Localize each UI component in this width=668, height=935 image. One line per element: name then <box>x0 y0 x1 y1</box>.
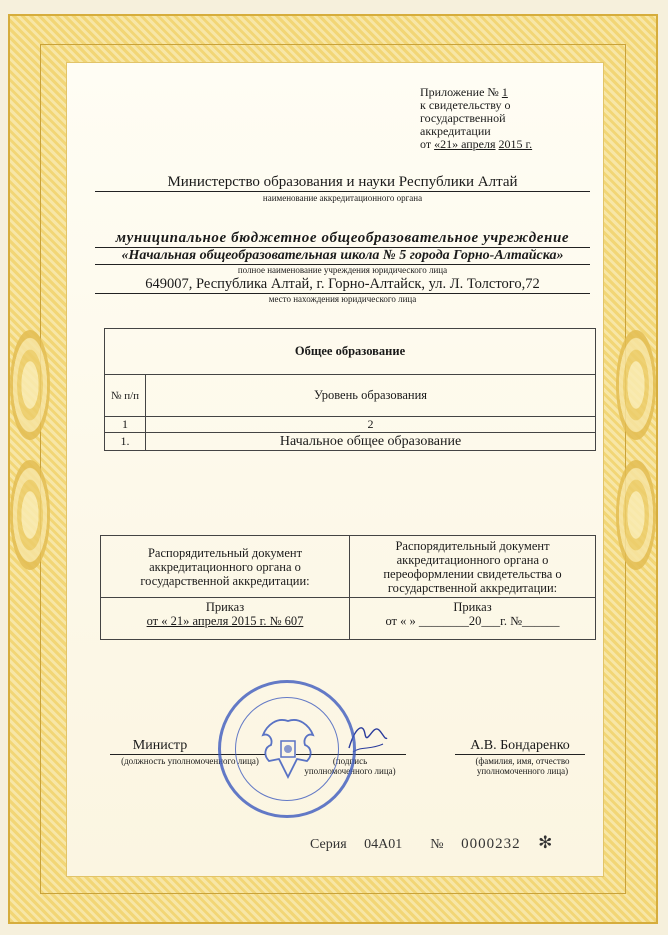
series-label: Серия <box>310 837 347 852</box>
annex-number: 1 <box>501 85 508 99</box>
address-text: 649007, Республика Алтай, г. Горно-Алтайск, ул. Л. Толстого,72 <box>95 276 590 294</box>
col-level-header: Уровень образования <box>146 375 596 417</box>
annex-line: государственной <box>420 111 506 125</box>
name-caption: (фамилия, имя, отчество уполномоченного лица) <box>475 756 570 776</box>
row-level: Начальное общее образование <box>146 433 596 451</box>
index-cell: 1 <box>105 417 146 433</box>
left-order-cell <box>101 598 350 640</box>
document-table <box>100 535 596 640</box>
right-doc-header: Распорядительный документ аккредитационного органа о переоформлении свидетельства о государственной аккредитации: <box>350 536 596 598</box>
number-label: № <box>430 837 444 852</box>
right-order-value: от « » ________20___г. №______ <box>385 614 560 628</box>
annex-line: к свидетельству о <box>420 98 511 112</box>
left-ornament <box>10 460 50 570</box>
organization-caption: полное наименование учреждения юридического лица <box>237 265 448 275</box>
right-ornament <box>616 460 656 570</box>
annex-date: «21» апреля <box>434 137 496 151</box>
organization-type: муниципальное бюджетное общеобразовательное учреждение <box>95 230 590 248</box>
annex-year: 2015 г. <box>498 137 533 151</box>
education-table-title: Общее образование <box>105 329 596 375</box>
col-num-header: № п/п <box>105 375 146 417</box>
series-value: 04А01 <box>364 837 403 852</box>
official-stamp <box>218 680 356 818</box>
education-table <box>104 328 596 451</box>
signer-name: А.В. Бондаренко <box>470 738 570 753</box>
table-row <box>105 433 596 451</box>
row-num: 1. <box>105 433 146 451</box>
left-order-label: Приказ <box>205 600 245 614</box>
left-doc-header: Распорядительный документ аккредитационного органа о государственной аккредитации: <box>101 536 350 598</box>
position-caption: (должность уполномоченного лица) <box>121 756 259 766</box>
ministry-name: Министерство образования и науки Республики Алтай <box>95 174 590 192</box>
coat-of-arms-icon <box>255 715 321 785</box>
left-ornament <box>10 330 50 440</box>
annex-block: Приложение № 1 к свидетельству о государственной аккредитации от «21» апреля 2015 г. <box>420 85 533 151</box>
signature-caption: (подпись уполномоченного лица) <box>304 756 396 776</box>
right-ornament <box>616 330 656 440</box>
right-order-cell <box>350 598 596 640</box>
left-order-value: от « 21» апреля 2015 г. № 607 <box>146 614 304 628</box>
index-cell: 2 <box>146 417 596 433</box>
serial-number: 0000232 <box>461 836 521 852</box>
serial-line <box>310 833 552 853</box>
annex-line: аккредитации <box>420 124 491 138</box>
right-order-label: Приказ <box>453 600 492 614</box>
organization-name: «Начальная общеобразовательная школа № 5 города Горно-Алтайска» <box>95 248 590 265</box>
ministry-caption: наименование аккредитационного органа <box>262 193 423 203</box>
star-mark-icon: ✻ <box>538 833 553 852</box>
address-caption: место нахождения юридического лица <box>268 294 417 304</box>
signer-position: Министр <box>132 738 188 753</box>
annex-label: Приложение № <box>420 85 499 99</box>
